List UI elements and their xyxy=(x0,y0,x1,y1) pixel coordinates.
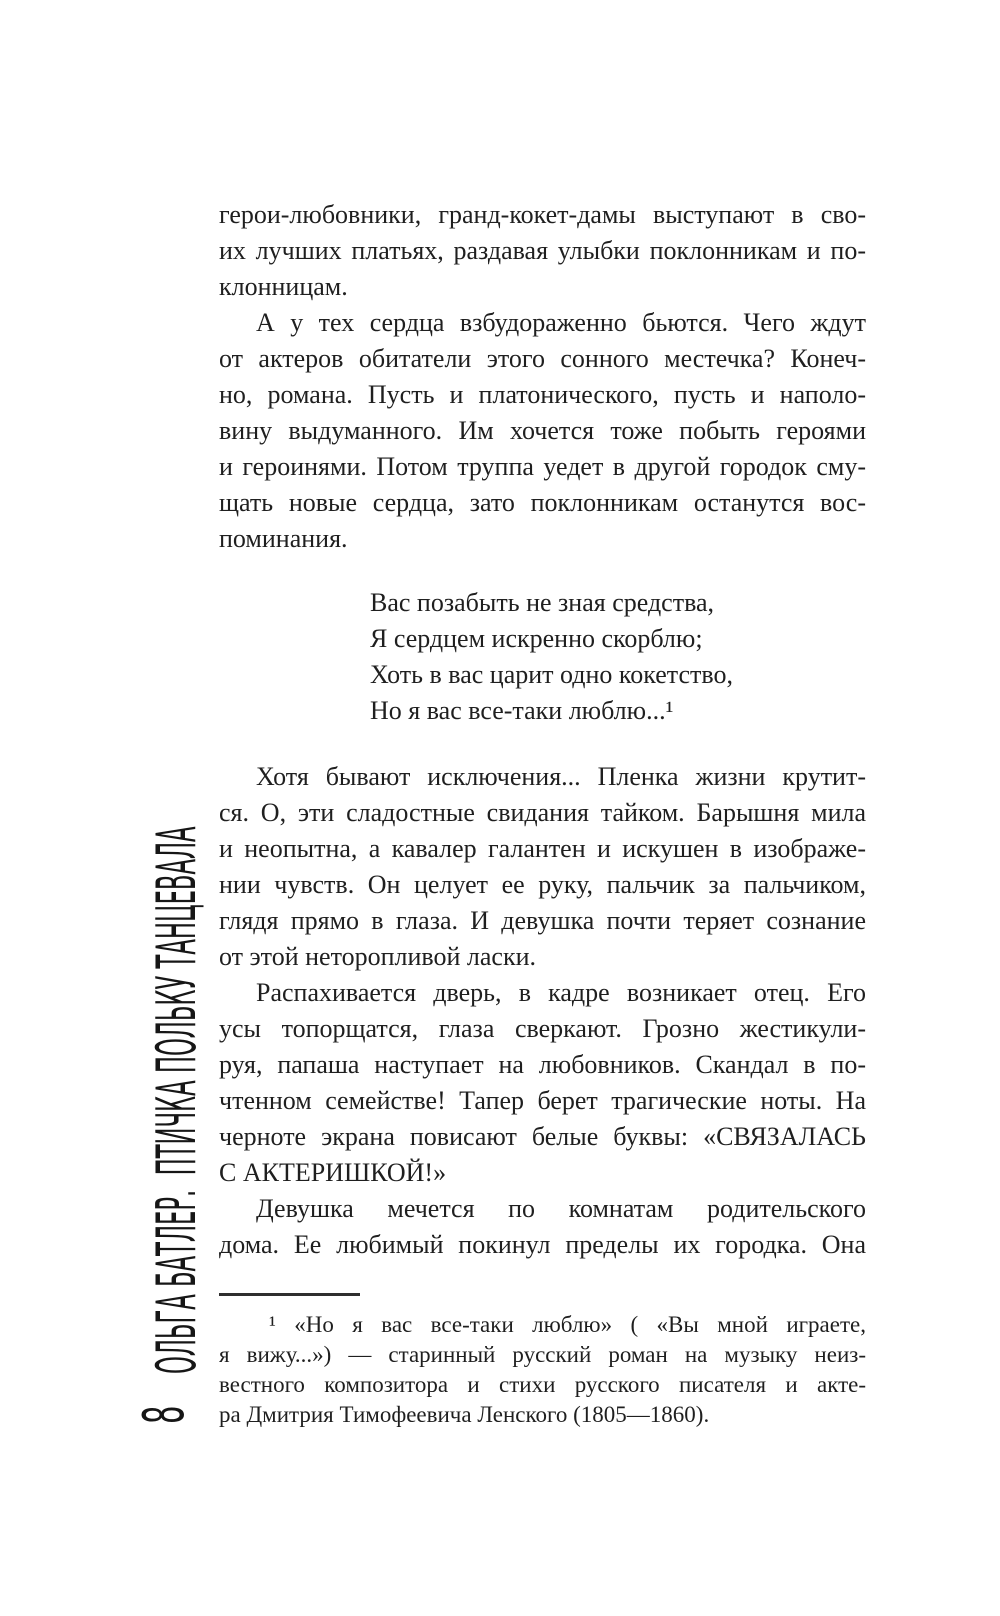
paragraph xyxy=(219,759,866,975)
footnote xyxy=(219,1293,866,1430)
verse-line: Я сердцем искренно скорблю; xyxy=(370,624,703,653)
footnote-line: я вижу...») — старинный русский роман на музыку неиз- xyxy=(219,1342,866,1367)
footnote-line: ра Дмитрия Тимофеевича Ленского (1805—1860). xyxy=(219,1402,710,1427)
body-text-line: чтенном семействе! Тапер берет трагические ноты. На xyxy=(219,1086,866,1115)
verse-line: Хоть в вас царит одно кокетство, xyxy=(370,660,733,689)
body-text-line: Распахивается дверь, в кадре возникает отец. Его xyxy=(256,978,866,1007)
body-text-line: герои-любовники, гранд-кокет-дамы выступают в сво- xyxy=(219,200,866,229)
verse-line: Вас позабыть не зная средства, xyxy=(370,588,715,617)
verse-quote xyxy=(370,585,866,729)
body-text-line: но, романа. Пусть и платонического, пусть и наполо- xyxy=(219,380,866,409)
body-text-line: дома. Ее любимый покинул пределы их городка. Она xyxy=(219,1230,866,1259)
body-text-line: и неопытна, а кавалер галантен и искушен в изображе- xyxy=(219,834,866,863)
text-column xyxy=(219,197,866,1263)
body-text-line: Хотя бывают исключения... Пленка жизни крутит- xyxy=(256,762,866,791)
body-text-line: поминания. xyxy=(219,524,348,553)
paragraph xyxy=(219,975,866,1191)
body-text-line: А у тех сердца взбудораженно бьются. Чего ждут xyxy=(256,308,866,337)
verse-line: Но я вас все-таки люблю...¹ xyxy=(370,696,674,725)
body-text-line: их лучших платьях, раздавая улыбки поклонникам и по- xyxy=(219,236,866,265)
body-text-line: черноте экрана повисают белые буквы: «СВЯЗАЛАСЬ xyxy=(219,1122,866,1151)
paragraph xyxy=(219,1191,866,1263)
body-text-line: от этой неторопливой ласки. xyxy=(219,942,537,971)
body-text-line: ся. О, эти сладостные свидания тайком. Барышня мила xyxy=(219,798,866,827)
footnote-line: вестного композитора и стихи русского писателя и акте- xyxy=(219,1372,866,1397)
body-text-line: Девушка мечется по комнатам родительского xyxy=(256,1194,866,1223)
body-text-line: руя, папаша наступает на любовников. Скандал в по- xyxy=(219,1050,866,1079)
body-text-line: глядя прямо в глаза. И девушка почти теряет сознание xyxy=(219,906,866,935)
body-text-line: и героинями. Потом труппа уедет в другой городок сму- xyxy=(219,452,866,481)
body-text-line: усы топорщатся, глаза сверкают. Грозно жестикули- xyxy=(219,1014,866,1043)
footnote-line: ¹ «Но я вас все-таки люблю» ( «Вы мной играете, xyxy=(269,1312,866,1337)
running-title: ОЛЬГА БАТЛЕР. ПТИЧКА ПОЛЬКУ ТАНЦЕВАЛА xyxy=(145,826,208,1374)
footnote-rule xyxy=(219,1293,360,1296)
body-text-line: нии чувств. Он целует ее руку, пальчик за пальчиком, xyxy=(219,870,866,899)
body-text-line: щать новые сердца, зато поклонникам останутся вос- xyxy=(219,488,866,517)
body-text-line: клонницам. xyxy=(219,272,348,301)
page-number: 8 xyxy=(132,1405,197,1424)
body-text-line: от актеров обитатели этого сонного местечка? Конеч- xyxy=(219,344,866,373)
paragraph xyxy=(219,197,866,305)
body-text-line: вину выдуманного. Им хочется тоже побыть героями xyxy=(219,416,866,445)
paragraph xyxy=(219,305,866,557)
body-text-line: С АКТЕРИШКОЙ!» xyxy=(219,1158,447,1187)
